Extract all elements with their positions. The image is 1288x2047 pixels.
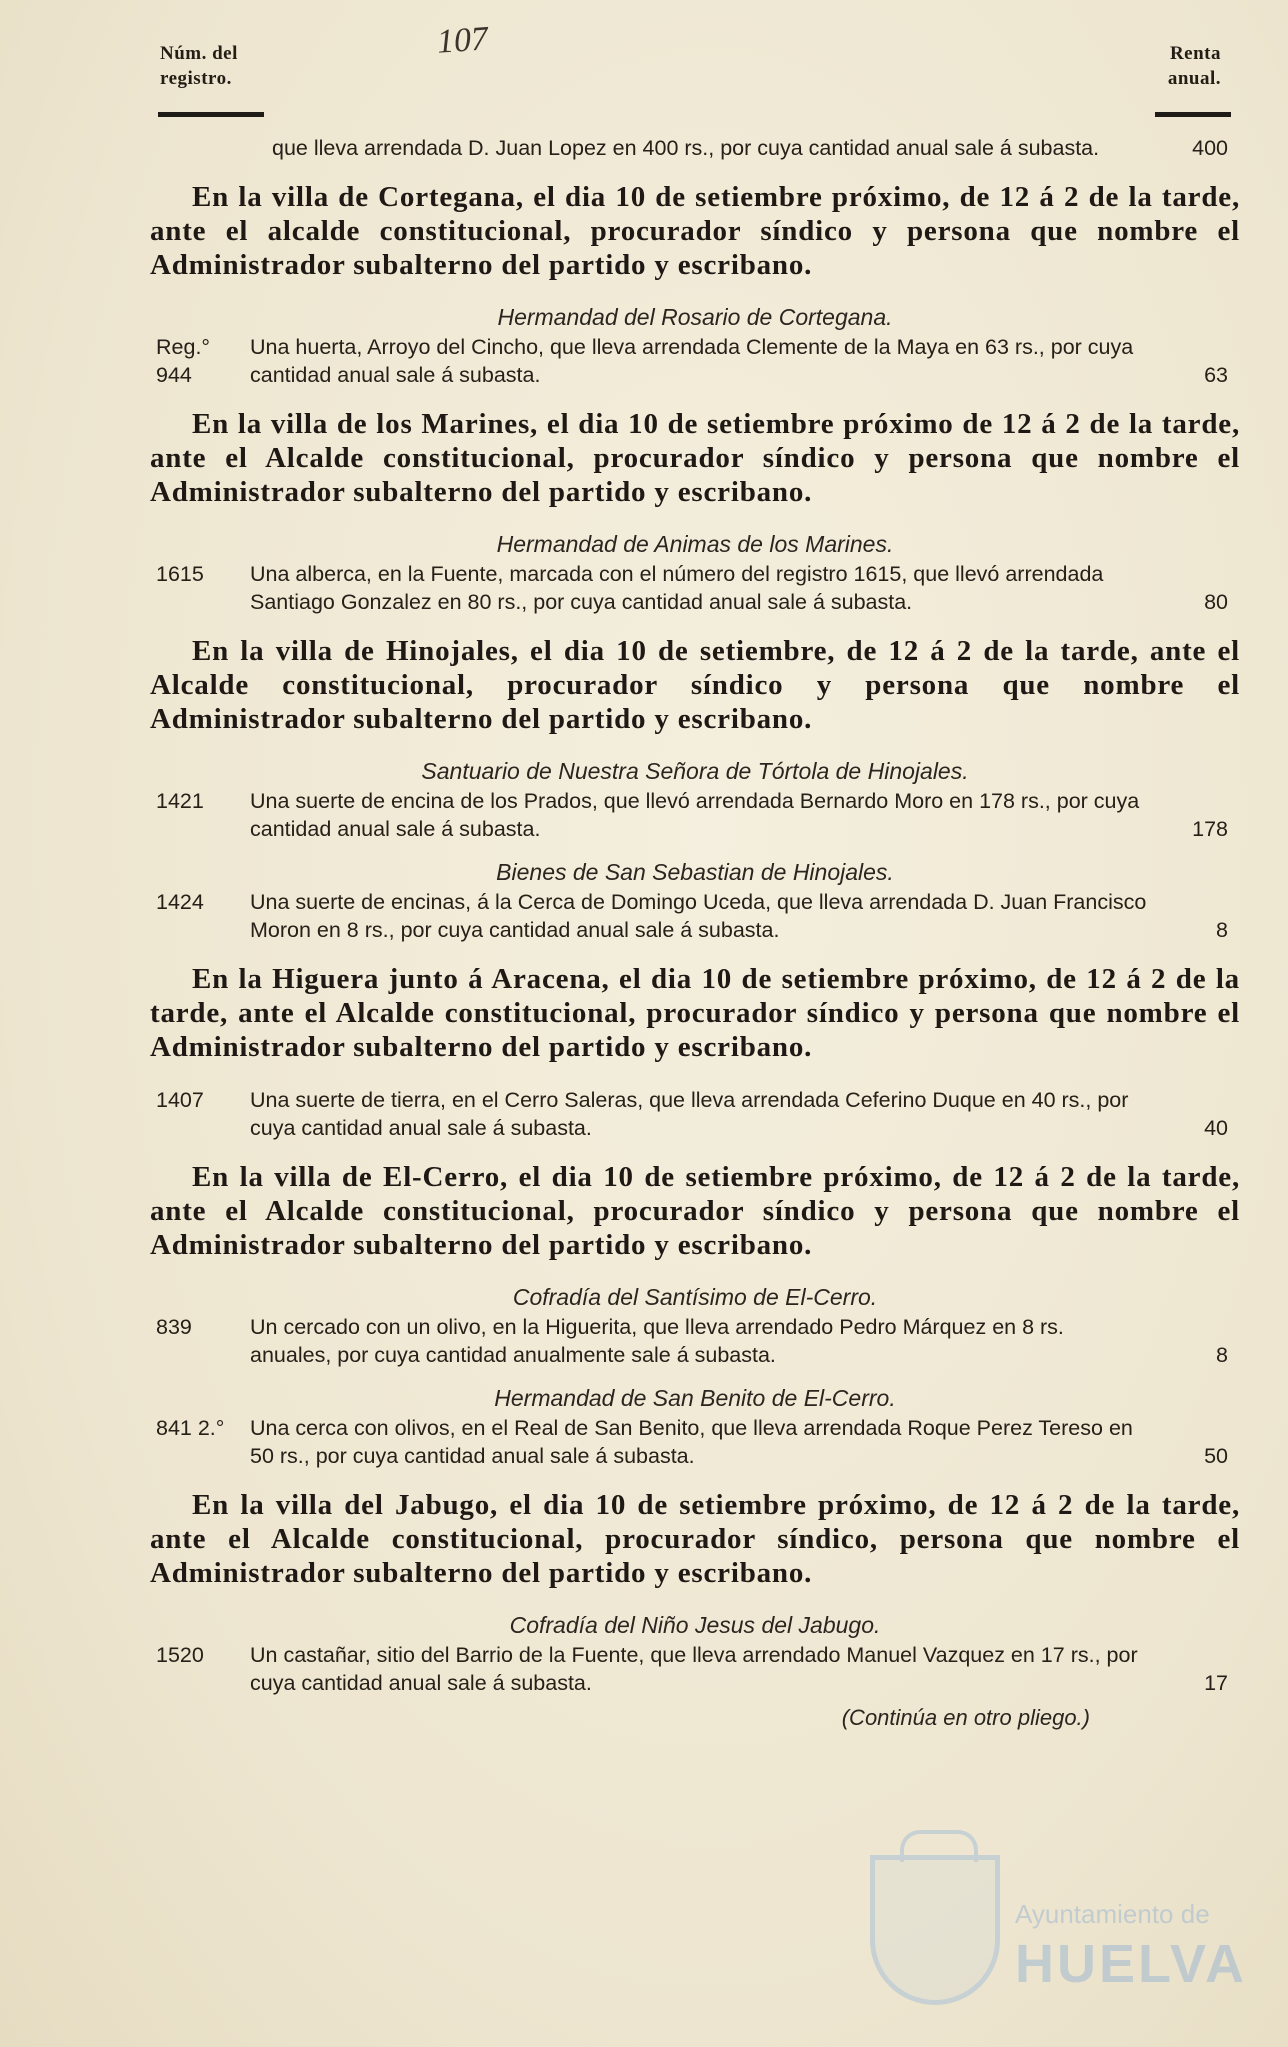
header-annual-rent-label [1168, 42, 1221, 91]
property-entry [150, 1086, 1240, 1142]
auction-notice [150, 634, 1240, 736]
watermark-line2: HUELVA [1015, 1934, 1247, 1994]
auction-notice [150, 407, 1240, 509]
property-entry [150, 888, 1240, 944]
top-entry [150, 134, 1240, 162]
entity-heading: Cofradía del Niño Jesus del Jabugo. [509, 1612, 881, 1638]
entry-amount: 63 [1204, 363, 1228, 387]
header-rule-left [158, 112, 264, 117]
property-entry [150, 560, 1240, 616]
auction-notice-text: En la villa de Hinojales, el dia 10 de setiembre, de 12 á 2 de la tarde, ante el Alcalde constitucional, procurador síndico y persona que nombre el Administrador subalterno del partido y escribano. [150, 635, 1240, 735]
entry-description: Una suerte de tierra, en el Cerro Saleras, que lleva arrendada Ceferino Duque en 40 rs., por cuya cantidad anual sale á subasta. [250, 1088, 1129, 1140]
property-entry [150, 787, 1240, 843]
auction-notice-text: En la villa de los Marines, el dia 10 de setiembre próximo de 12 á 2 de la tarde, ante el Alcalde constitucional, procurador síndico y persona que nombre el Administrador subalterno del partido y escribano. [150, 408, 1240, 508]
entity-heading: Hermandad de Animas de los Marines. [496, 531, 894, 557]
property-entry [150, 333, 1240, 389]
auction-notice [150, 1160, 1240, 1262]
entry-description: Un castañar, sitio del Barrio de la Fuente, que lleva arrendado Manuel Vazquez en 17 rs., por cuya cantidad anual sale á subasta. [250, 1643, 1138, 1695]
entity-heading: Santuario de Nuestra Señora de Tórtola de Hinojales. [421, 758, 969, 784]
auction-notice-text: En la villa del Jabugo, el dia 10 de setiembre próximo, de 12 á 2 de la tarde, ante el Alcalde constitucional, procurador síndico, persona que nombre el Administrador subalterno del partido y escribano. [150, 1489, 1240, 1589]
entry-description: Un cercado con un olivo, en la Higuerita, que lleva arrendado Pedro Márquez en 8 rs. anuales, por cuya cantidad anualmente sale á subasta. [250, 1315, 1064, 1367]
entry-description: que lleva arrendada D. Juan Lopez en 400 rs., por cuya cantidad anual sale á subasta. [272, 136, 1100, 160]
coat-of-arms-icon [870, 1855, 1000, 2005]
property-entry [150, 1641, 1240, 1697]
entry-description: Una suerte de encinas, á la Cerca de Domingo Uceda, que lleva arrendada D. Juan Francisco Moron en 8 rs., por cuya cantidad anual sale á subasta. [250, 890, 1147, 942]
auction-notice-text: En la villa de Cortegana, el dia 10 de setiembre próximo, de 12 á 2 de la tarde, ante el alcalde constitucional, procurador síndico y persona que nombre el Administrador subalterno del partido y escribano. [150, 181, 1240, 281]
entry-amount: 178 [1192, 817, 1228, 841]
entity-heading: Cofradía del Santísimo de El-Cerro. [512, 1284, 878, 1310]
entry-amount: 40 [1204, 1116, 1228, 1140]
entity-heading: Bienes de San Sebastian de Hinojales. [496, 859, 894, 885]
entry-number: 841 2.° [156, 1416, 225, 1440]
continuation-note: (Continúa en otro pliego.) [841, 1705, 1090, 1730]
entry-number: 839 [156, 1315, 192, 1339]
header-register-number-label [160, 42, 238, 91]
entry-number: Reg.° 944 [156, 335, 211, 387]
entry-number [150, 134, 250, 162]
watermark-line1: Ayuntamiento de [1015, 1899, 1210, 1929]
entry-amount: 400 [1192, 136, 1228, 160]
property-entry [150, 1313, 1240, 1369]
entry-number: 1615 [156, 562, 204, 586]
entry-number: 1520 [156, 1643, 204, 1667]
auction-notice [150, 1488, 1240, 1590]
entry-number: 1421 [156, 789, 204, 813]
header-right-line2: anual. [1167, 67, 1221, 89]
entry-amount: 8 [1216, 1343, 1228, 1367]
auction-sections [150, 180, 1240, 1697]
entry-description: Una alberca, en la Fuente, marcada con el número del registro 1615, que llevó arrendada Santiago Gonzalez en 80 rs., por cuya cantidad anual sale á subasta. [250, 562, 1104, 614]
entity-heading: Hermandad del Rosario de Cortegana. [497, 304, 893, 330]
header-rule-right [1155, 112, 1231, 117]
entity-heading: Hermandad de San Benito de El-Cerro. [494, 1385, 896, 1411]
header-left-line1: Núm. del [160, 43, 238, 64]
entry-number: 1407 [156, 1088, 204, 1112]
property-entry [150, 1414, 1240, 1470]
auction-notice-text: En la villa de El-Cerro, el dia 10 de setiembre próximo, de 12 á 2 de la tarde, ante el Alcalde constitucional, procurador síndico y persona que nombre el Administrador subalterno del partido y escribano. [150, 1161, 1240, 1261]
archive-watermark [870, 1855, 1247, 2015]
header-left-line2: registro. [160, 67, 232, 89]
entry-amount: 80 [1204, 590, 1228, 614]
auction-notice [150, 180, 1240, 282]
auction-notice [150, 962, 1240, 1064]
entry-amount: 8 [1216, 918, 1228, 942]
document-body [150, 130, 1240, 1731]
header-right-line1: Renta [1169, 43, 1221, 64]
folio-number: 107 [435, 20, 490, 61]
entry-amount: 50 [1204, 1444, 1228, 1468]
entry-description: Una cerca con olivos, en el Real de San Benito, que lleva arrendada Roque Perez Tereso en 50 rs., por cuya cantidad anual sale á subasta. [250, 1416, 1133, 1468]
entry-number: 1424 [156, 890, 204, 914]
entry-amount: 17 [1204, 1671, 1228, 1695]
auction-notice-text: En la Higuera junto á Aracena, el dia 10 de setiembre próximo, de 12 á 2 de la tarde, ante el Alcalde constitucional, procurador síndico y persona que nombre el Administrador subalterno del partido y escribano. [150, 963, 1240, 1063]
entry-description: Una huerta, Arroyo del Cincho, que lleva arrendada Clemente de la Maya en 63 rs., por cuya cantidad anual sale á subasta. [250, 335, 1134, 387]
entry-description: Una suerte de encina de los Prados, que llevó arrendada Bernardo Moro en 178 rs., por cuya cantidad anual sale á subasta. [250, 789, 1140, 841]
